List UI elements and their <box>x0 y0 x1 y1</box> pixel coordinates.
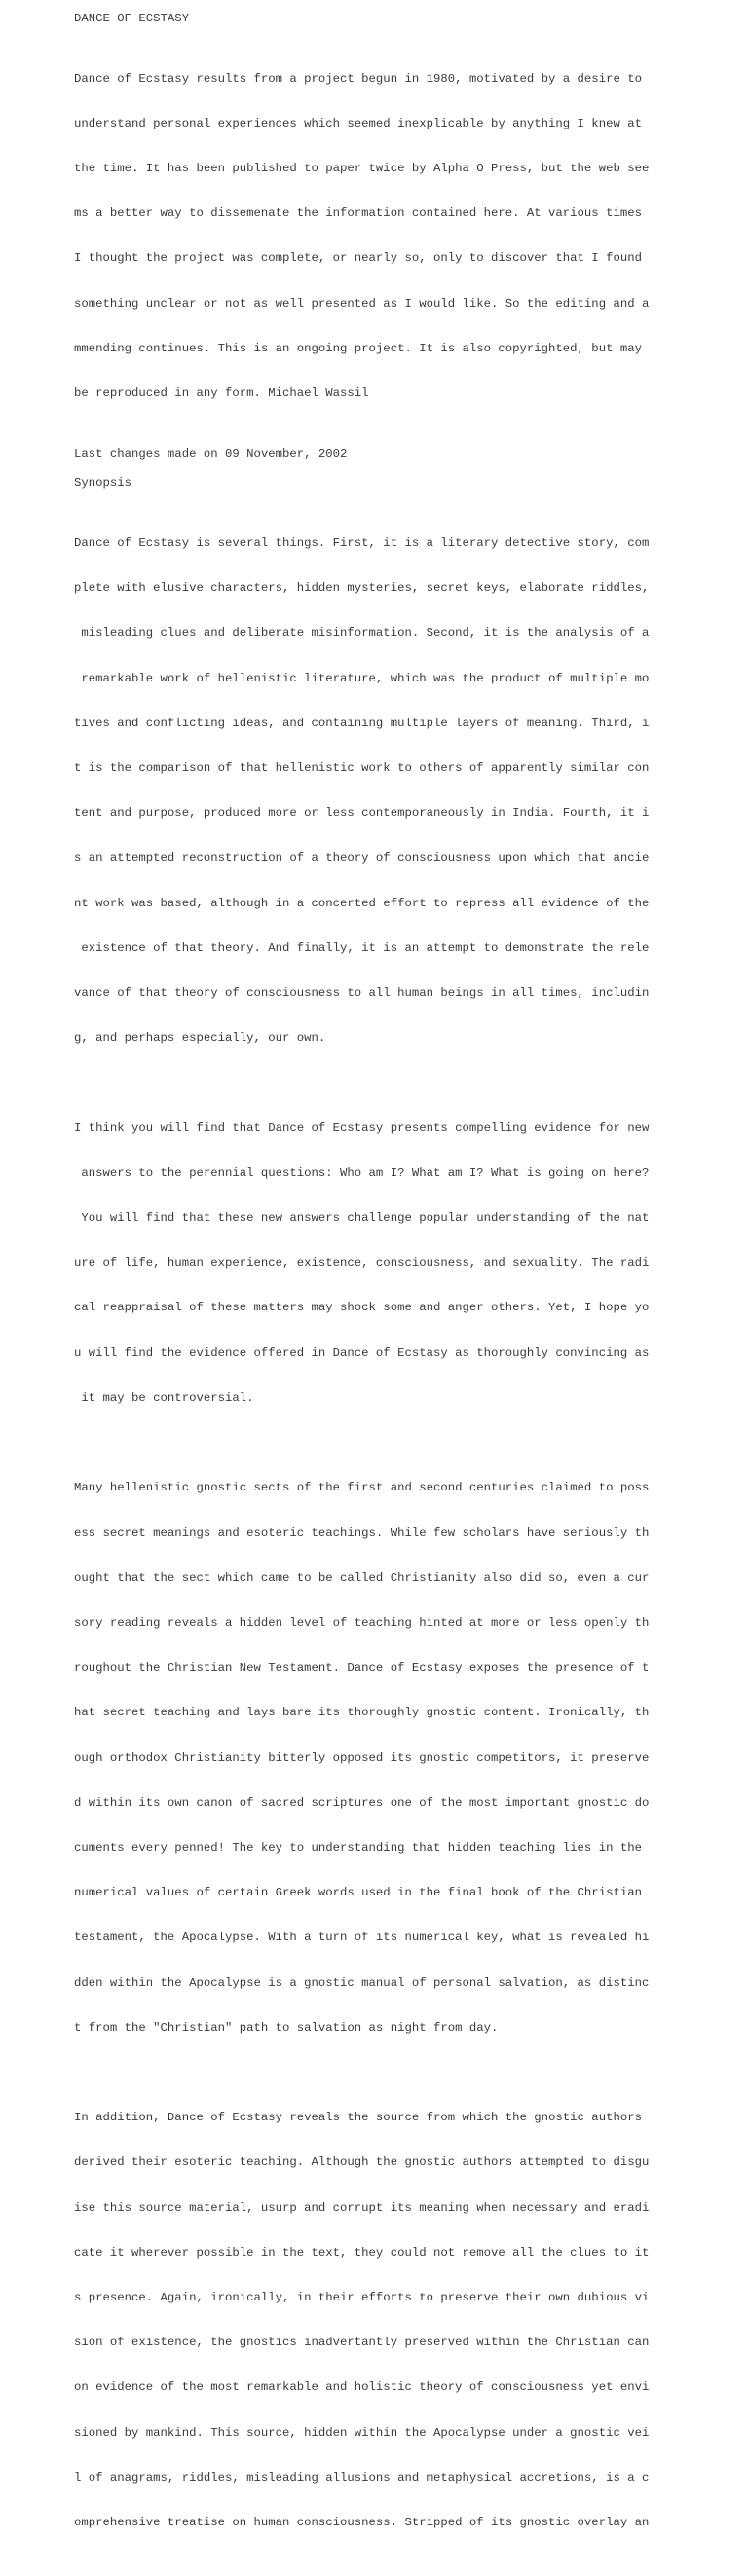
synopsis-paragraph-1 <box>74 506 678 1076</box>
document-page <box>74 12 678 2576</box>
text-line: ise this source material, usurp and corrupt its meaning when necessary and eradi <box>74 2200 650 2215</box>
text-line: understand personal experiences which seemed inexplicable by anything I knew at <box>74 116 642 130</box>
text-line: roughout the Christian New Testament. Dance of Ecstasy exposes the presence of t <box>74 1661 650 1675</box>
text-line: ure of life, human experience, existence, consciousness, and sexuality. The radi <box>74 1256 650 1270</box>
text-line: cate it wherever possible in the text, they could not remove all the clues to it <box>74 2245 650 2260</box>
text-line: ms a better way to dissemenate the information contained here. At various times <box>74 206 642 221</box>
synopsis-paragraph-2 <box>74 1091 678 1436</box>
text-line: misleading clues and deliberate misinformation. Second, it is the analysis of a <box>74 626 650 641</box>
text-line: answers to the perennial questions: Who am I? What am I? What is going on here? <box>74 1165 650 1180</box>
text-line: remarkable work of hellenistic literature, which was the product of multiple mo <box>74 671 650 685</box>
text-line: tent and purpose, produced more or less contemporaneously in India. Fourth, it i <box>74 806 650 821</box>
text-line: I thought the project was complete, or nearly so, only to discover that I found <box>74 251 642 266</box>
synopsis-heading: Synopsis <box>74 476 132 491</box>
text-line: dden within the Apocalypse is a gnostic manual of personal salvation, as distinc <box>74 1975 650 1990</box>
text-line: it may be controversial. <box>74 1390 254 1405</box>
text-line: t is the comparison of that hellenistic work to others of apparently similar con <box>74 761 650 776</box>
text-line: l of anagrams, riddles, misleading allusions and metaphysical accretions, is a c <box>74 2470 650 2484</box>
text-line: cuments every penned! The key to understanding that hidden teaching lies in the <box>74 1840 642 1855</box>
text-line: Many hellenistic gnostic sects of the first and second centuries claimed to poss <box>74 1481 650 1495</box>
text-line: sioned by mankind. This source, hidden within the Apocalypse under a gnostic vei <box>74 2425 650 2440</box>
text-line: u will find the evidence offered in Dance of Ecstasy as thoroughly convincing as <box>74 1345 650 1360</box>
text-line: d within its own canon of sacred scriptures one of the most important gnostic do <box>74 1795 650 1810</box>
text-line: on evidence of the most remarkable and holistic theory of consciousness yet envi <box>74 2380 650 2395</box>
text-line: t from the "Christian" path to salvation as night from day. <box>74 2020 499 2035</box>
intro-paragraph <box>74 42 678 431</box>
text-line: omprehensive treatise on human consciousness. Stripped of its gnostic overlay an <box>74 2515 650 2529</box>
text-line: Dance of Ecstasy is several things. First, it is a literary detective story, com <box>74 536 650 551</box>
text-line: g, and perhaps especially, our own. <box>74 1031 326 1046</box>
text-line: Dance of Ecstasy results from a project begun in 1980, motivated by a desire to <box>74 71 642 86</box>
text-line: be reproduced in any form. Michael Wassil <box>74 386 369 401</box>
text-line: plete with elusive characters, hidden mysteries, secret keys, elaborate riddles, <box>74 581 650 596</box>
text-line: ough orthodox Christianity bitterly opposed its gnostic competitors, it preserve <box>74 1750 650 1765</box>
text-line: numerical values of certain Greek words used in the final book of the Christian <box>74 1886 642 1900</box>
text-line: tives and conflicting ideas, and containing multiple layers of meaning. Third, i <box>74 716 650 730</box>
text-line: ought that the sect which came to be called Christianity also did so, even a cur <box>74 1570 650 1585</box>
text-line: hat secret teaching and lays bare its thoroughly gnostic content. Ironically, th <box>74 1706 650 1720</box>
text-line: mmending continues. This is an ongoing project. It is also copyrighted, but may <box>74 341 642 355</box>
text-line: ess secret meanings and esoteric teachings. While few scholars have seriously th <box>74 1526 650 1540</box>
text-line: You will find that these new answers challenge popular understanding of the nat <box>74 1211 650 1226</box>
text-line: vance of that theory of consciousness to all human beings in all times, includin <box>74 986 650 1001</box>
text-line: s presence. Again, ironically, in their efforts to preserve their own dubious vi <box>74 2290 650 2304</box>
text-line: testament, the Apocalypse. With a turn of its numerical key, what is revealed hi <box>74 1931 650 1945</box>
text-line: derived their esoteric teaching. Although the gnostic authors attempted to disgu <box>74 2155 650 2170</box>
text-line: In addition, Dance of Ecstasy reveals the source from which the gnostic authors <box>74 2111 642 2125</box>
synopsis-paragraph-4 <box>74 2080 678 2560</box>
text-line: existence of that theory. And finally, it is an attempt to demonstrate the rele <box>74 940 650 955</box>
text-line: sory reading reveals a hidden level of teaching hinted at more or less openly th <box>74 1615 650 1630</box>
text-line: I think you will find that Dance of Ecstasy presents compelling evidence for new <box>74 1121 650 1135</box>
text-line: nt work was based, although in a concerted effort to repress all evidence of the <box>74 896 650 910</box>
text-line: sion of existence, the gnostics inadvertantly preserved within the Christian can <box>74 2336 650 2350</box>
document-title: DANCE OF ECSTASY <box>74 12 190 25</box>
text-line: something unclear or not as well presented as I would like. So the editing and a <box>74 296 650 311</box>
synopsis-paragraph-3 <box>74 1451 678 2065</box>
text-line: s an attempted reconstruction of a theory of consciousness upon which that ancie <box>74 851 650 865</box>
text-line: cal reappraisal of these matters may shock some and anger others. Yet, I hope yo <box>74 1301 650 1315</box>
last-changes-line: Last changes made on 09 November, 2002 <box>74 446 348 460</box>
text-line: the time. It has been published to paper twice by Alpha O Press, but the web see <box>74 162 650 176</box>
